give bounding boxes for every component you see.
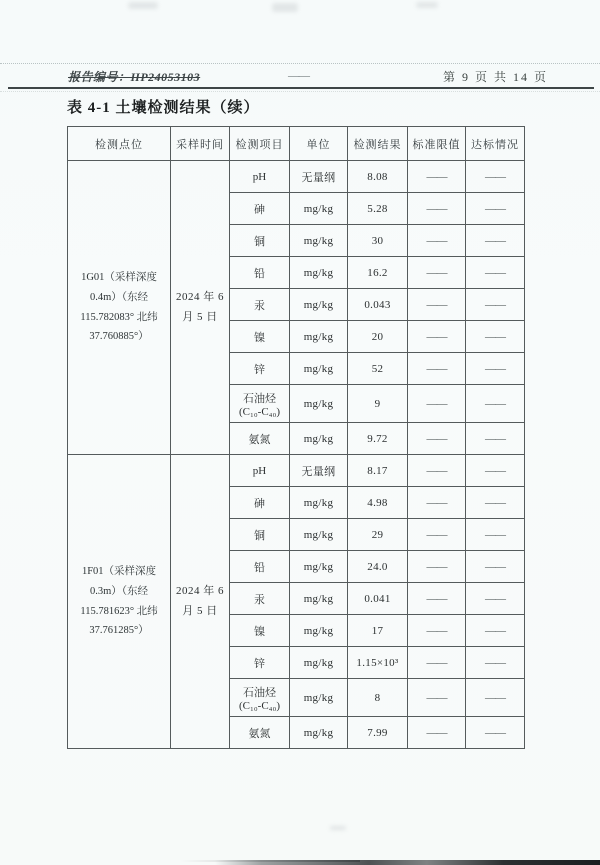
result-cell: 24.0 [348,551,408,583]
item-cell: 氨氮 [230,717,290,749]
col-header-result: 检测结果 [348,127,408,161]
item-cell: 铅 [230,551,290,583]
unit-cell: mg/kg [290,615,348,647]
result-cell: 30 [348,225,408,257]
item-cell: 汞 [230,289,290,321]
limit-cell: —— [408,679,466,717]
bleed-through-smudge [272,3,298,12]
unit-cell: mg/kg [290,289,348,321]
status-cell: —— [466,353,525,385]
item-cell: 汞 [230,583,290,615]
table-title: 表 4-1 土壤检测结果（续） [67,100,260,116]
bleed-through-smudge [416,2,438,8]
soil-test-results-table [67,126,525,749]
item-cell: 锌 [230,647,290,679]
unit-cell: mg/kg [290,717,348,749]
item-cell: 铅 [230,257,290,289]
result-cell: 4.98 [348,487,408,519]
status-cell: —— [466,289,525,321]
limit-cell: —— [408,717,466,749]
status-cell: —— [466,519,525,551]
limit-cell: —— [408,423,466,455]
result-cell: 5.28 [348,193,408,225]
status-cell: —— [466,487,525,519]
point-cell-1f01: 1F01（采样深度 0.3m）（东经 115.781623° 北纬 37.761285°） [68,455,171,749]
status-cell: —— [466,647,525,679]
running-header [0,68,600,88]
unit-cell: mg/kg [290,647,348,679]
col-header-point: 检测点位 [68,127,171,161]
unit-cell: mg/kg [290,679,348,717]
result-cell: 8.17 [348,455,408,487]
table-header-row [68,127,525,161]
result-cell: 1.15×10³ [348,647,408,679]
result-cell: 9.72 [348,423,408,455]
limit-cell: —— [408,455,466,487]
bleed-through-smudge [330,826,346,830]
unit-cell: mg/kg [290,353,348,385]
limit-cell: —— [408,551,466,583]
result-cell: 16.2 [348,257,408,289]
result-cell: 8 [348,679,408,717]
unit-cell: mg/kg [290,583,348,615]
result-cell: 29 [348,519,408,551]
result-cell: 8.08 [348,161,408,193]
col-header-unit: 单位 [290,127,348,161]
limit-cell: —— [408,615,466,647]
status-cell: —— [466,583,525,615]
limit-cell: —— [408,647,466,679]
item-cell: 铜 [230,225,290,257]
header-rule [8,87,594,89]
unit-cell: mg/kg [290,519,348,551]
limit-cell: —— [408,321,466,353]
item-cell: 石油烃 (C₁₀-C₄₀) [230,679,290,717]
point-cell-1g01: 1G01（采样深度 0.4m）（东经 115.782083° 北纬 37.760885°） [68,161,171,455]
limit-cell: —— [408,353,466,385]
col-header-time: 采样时间 [171,127,230,161]
status-cell: —— [466,455,525,487]
unit-cell: mg/kg [290,257,348,289]
item-cell: 铜 [230,519,290,551]
status-cell: —— [466,321,525,353]
col-header-status: 达标情况 [466,127,525,161]
status-cell: —— [466,717,525,749]
status-cell: —— [466,423,525,455]
limit-cell: —— [408,193,466,225]
status-cell: —— [466,615,525,647]
scan-edge-artifact [215,860,600,865]
unit-cell: 无量纲 [290,455,348,487]
result-cell: 20 [348,321,408,353]
status-cell: —— [466,551,525,583]
item-cell: 砷 [230,487,290,519]
limit-cell: —— [408,289,466,321]
unit-cell: mg/kg [290,321,348,353]
result-cell: 7.99 [348,717,408,749]
result-cell: 17 [348,615,408,647]
unit-cell: mg/kg [290,423,348,455]
item-cell: 石油烃 (C₁₀-C₄₀) [230,385,290,423]
time-cell-1f01: 2024 年 6 月 5 日 [171,455,230,749]
status-cell: —— [466,225,525,257]
unit-cell: mg/kg [290,551,348,583]
item-cell: 氨氮 [230,423,290,455]
result-cell: 0.043 [348,289,408,321]
header-faint-rule [0,63,600,64]
unit-cell: mg/kg [290,385,348,423]
limit-cell: —— [408,257,466,289]
status-cell: —— [466,257,525,289]
result-cell: 9 [348,385,408,423]
page-indicator: 第 9 页 共 14 页 [442,70,548,84]
status-cell: —— [466,385,525,423]
limit-cell: —— [408,225,466,257]
status-cell: —— [466,193,525,225]
unit-cell: mg/kg [290,193,348,225]
result-cell: 0.041 [348,583,408,615]
table-row [68,161,525,193]
header-faint-rule-2 [0,91,600,92]
status-cell: —— [466,161,525,193]
report-number: 报告编号：HP24053103 [68,70,201,84]
item-cell: 镍 [230,321,290,353]
bleed-through-smudge [128,2,158,9]
header-center-dash: —— [288,68,308,82]
unit-cell: mg/kg [290,225,348,257]
limit-cell: —— [408,161,466,193]
item-cell: 镍 [230,615,290,647]
table-row [68,455,525,487]
col-header-item: 检测项目 [230,127,290,161]
item-cell: pH [230,455,290,487]
limit-cell: —— [408,519,466,551]
col-header-limit: 标准限值 [408,127,466,161]
status-cell: —— [466,679,525,717]
limit-cell: —— [408,385,466,423]
item-cell: 砷 [230,193,290,225]
result-cell: 52 [348,353,408,385]
time-cell-1g01: 2024 年 6 月 5 日 [171,161,230,455]
limit-cell: —— [408,583,466,615]
limit-cell: —— [408,487,466,519]
unit-cell: 无量纲 [290,161,348,193]
item-cell: 锌 [230,353,290,385]
unit-cell: mg/kg [290,487,348,519]
item-cell: pH [230,161,290,193]
